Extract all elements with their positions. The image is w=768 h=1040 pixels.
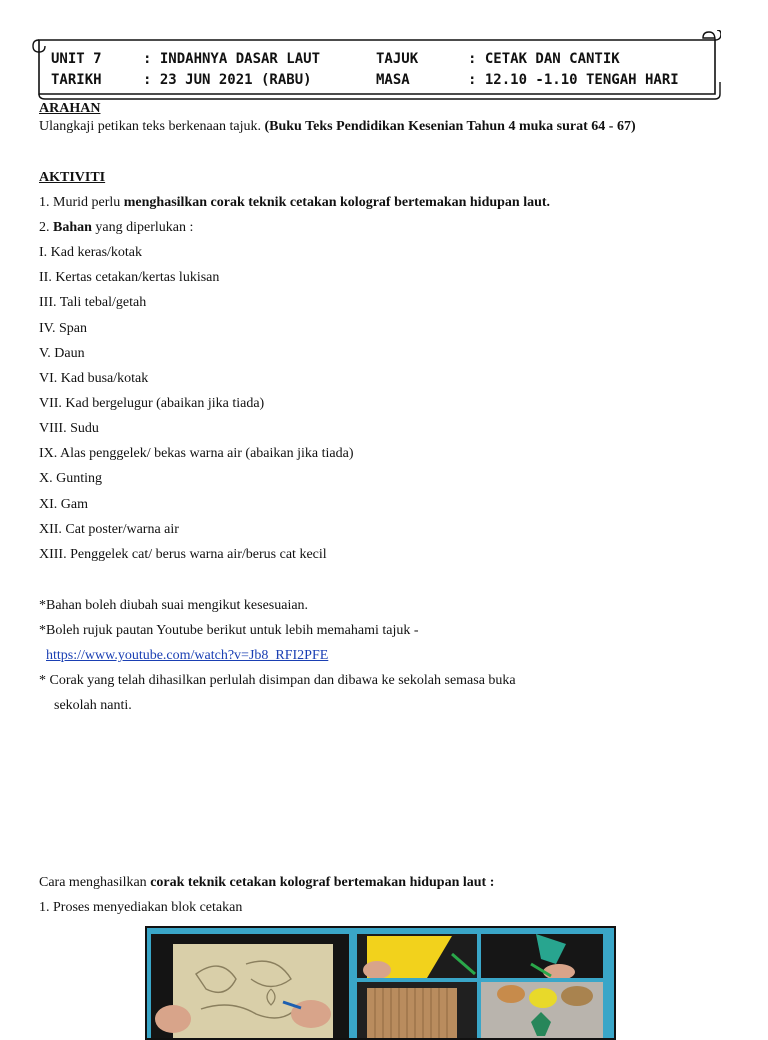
material-item: XI. Gam xyxy=(39,497,88,512)
material-item: X. Gunting xyxy=(39,471,102,486)
header-banner xyxy=(31,30,721,98)
photo-cut-shapes xyxy=(481,982,603,1040)
aktiviti-item-2 xyxy=(39,219,193,237)
process-photo-collage xyxy=(145,926,616,1040)
photo-cutting-green-shape xyxy=(481,934,603,978)
arahan-heading: ARAHAN xyxy=(39,101,101,116)
material-item: I. Kad keras/kotak xyxy=(39,245,143,260)
material-item: V. Daun xyxy=(39,346,85,361)
youtube-link[interactable]: https://www.youtube.com/watch?v=Jb8_RFI2PFE xyxy=(46,648,329,663)
masa-label: MASA xyxy=(376,72,410,88)
material-item: VII. Kad bergelugur (abaikan jika tiada) xyxy=(39,396,265,411)
cutting-graphic xyxy=(357,934,477,978)
material-item: IX. Alas penggelek/ bekas warna air (abaikan jika tiada) xyxy=(39,446,354,461)
photo-corrugated-card xyxy=(357,982,477,1040)
cut-shapes-graphic xyxy=(481,982,603,1040)
note-bahan: *Bahan boleh diubah suai mengikut kesesuaian. xyxy=(39,598,309,613)
material-item: VI. Kad busa/kotak xyxy=(39,371,149,386)
photo-cutting-yellow-card xyxy=(357,934,477,978)
unit-value: : INDAHNYA DASAR LAUT xyxy=(143,51,321,67)
cara-bold: corak teknik cetakan kolograf bertemakan hidupan laut : xyxy=(150,875,495,890)
aktiviti-item-1-prefix: 1. Murid perlu xyxy=(39,195,124,210)
material-item: VIII. Sudu xyxy=(39,421,99,436)
aktiviti-item-1 xyxy=(39,194,550,212)
cara-heading xyxy=(39,874,494,892)
material-item: XIII. Penggelek cat/ berus warna air/berus cat kecil xyxy=(39,547,327,562)
drawing-graphic xyxy=(151,934,349,1040)
material-item: XII. Cat poster/warna air xyxy=(39,522,179,537)
arahan-text-bold: (Buku Teks Pendidikan Kesenian Tahun 4 muka surat 64 - 67) xyxy=(264,119,636,134)
note-simpan-continued: sekolah nanti. xyxy=(54,698,132,713)
cara-prefix: Cara menghasilkan xyxy=(39,875,151,890)
aktiviti-heading: AKTIVITI xyxy=(39,170,106,185)
note-youtube: *Boleh rujuk pautan Youtube berikut untuk lebih memahami tajuk - xyxy=(39,623,419,638)
arahan-text-plain: Ulangkaji petikan teks berkenaan tajuk. xyxy=(39,119,265,134)
arahan-text xyxy=(39,118,636,136)
aktiviti-item-2-prefix: 2. xyxy=(39,220,53,235)
aktiviti-item-1-bold: menghasilkan corak teknik cetakan kolograf bertemakan hidupan laut. xyxy=(123,195,551,210)
material-item: III. Tali tebal/getah xyxy=(39,295,147,310)
aktiviti-item-2-suffix: yang diperlukan : xyxy=(91,220,194,235)
aktiviti-item-2-bold: Bahan xyxy=(53,220,92,235)
cara-step-1: 1. Proses menyediakan blok cetakan xyxy=(39,900,243,915)
masa-value: : 12.10 -1.10 TENGAH HARI xyxy=(468,72,679,88)
tarikh-value: : 23 JUN 2021 (RABU) xyxy=(143,72,312,88)
green-shape-graphic xyxy=(481,934,603,978)
corrugated-graphic xyxy=(357,982,477,1040)
tarikh-label: TARIKH xyxy=(51,72,102,88)
unit-label: UNIT 7 xyxy=(51,51,102,67)
tajuk-label: TAJUK xyxy=(376,51,419,67)
note-simpan: * Corak yang telah dihasilkan perlulah disimpan dan dibawa ke sekolah semasa buka xyxy=(39,673,516,688)
material-item: II. Kertas cetakan/kertas lukisan xyxy=(39,270,220,285)
tajuk-value: : CETAK DAN CANTIK xyxy=(468,51,620,67)
photo-drawing-on-card xyxy=(151,934,349,1040)
material-item: IV. Span xyxy=(39,321,87,336)
